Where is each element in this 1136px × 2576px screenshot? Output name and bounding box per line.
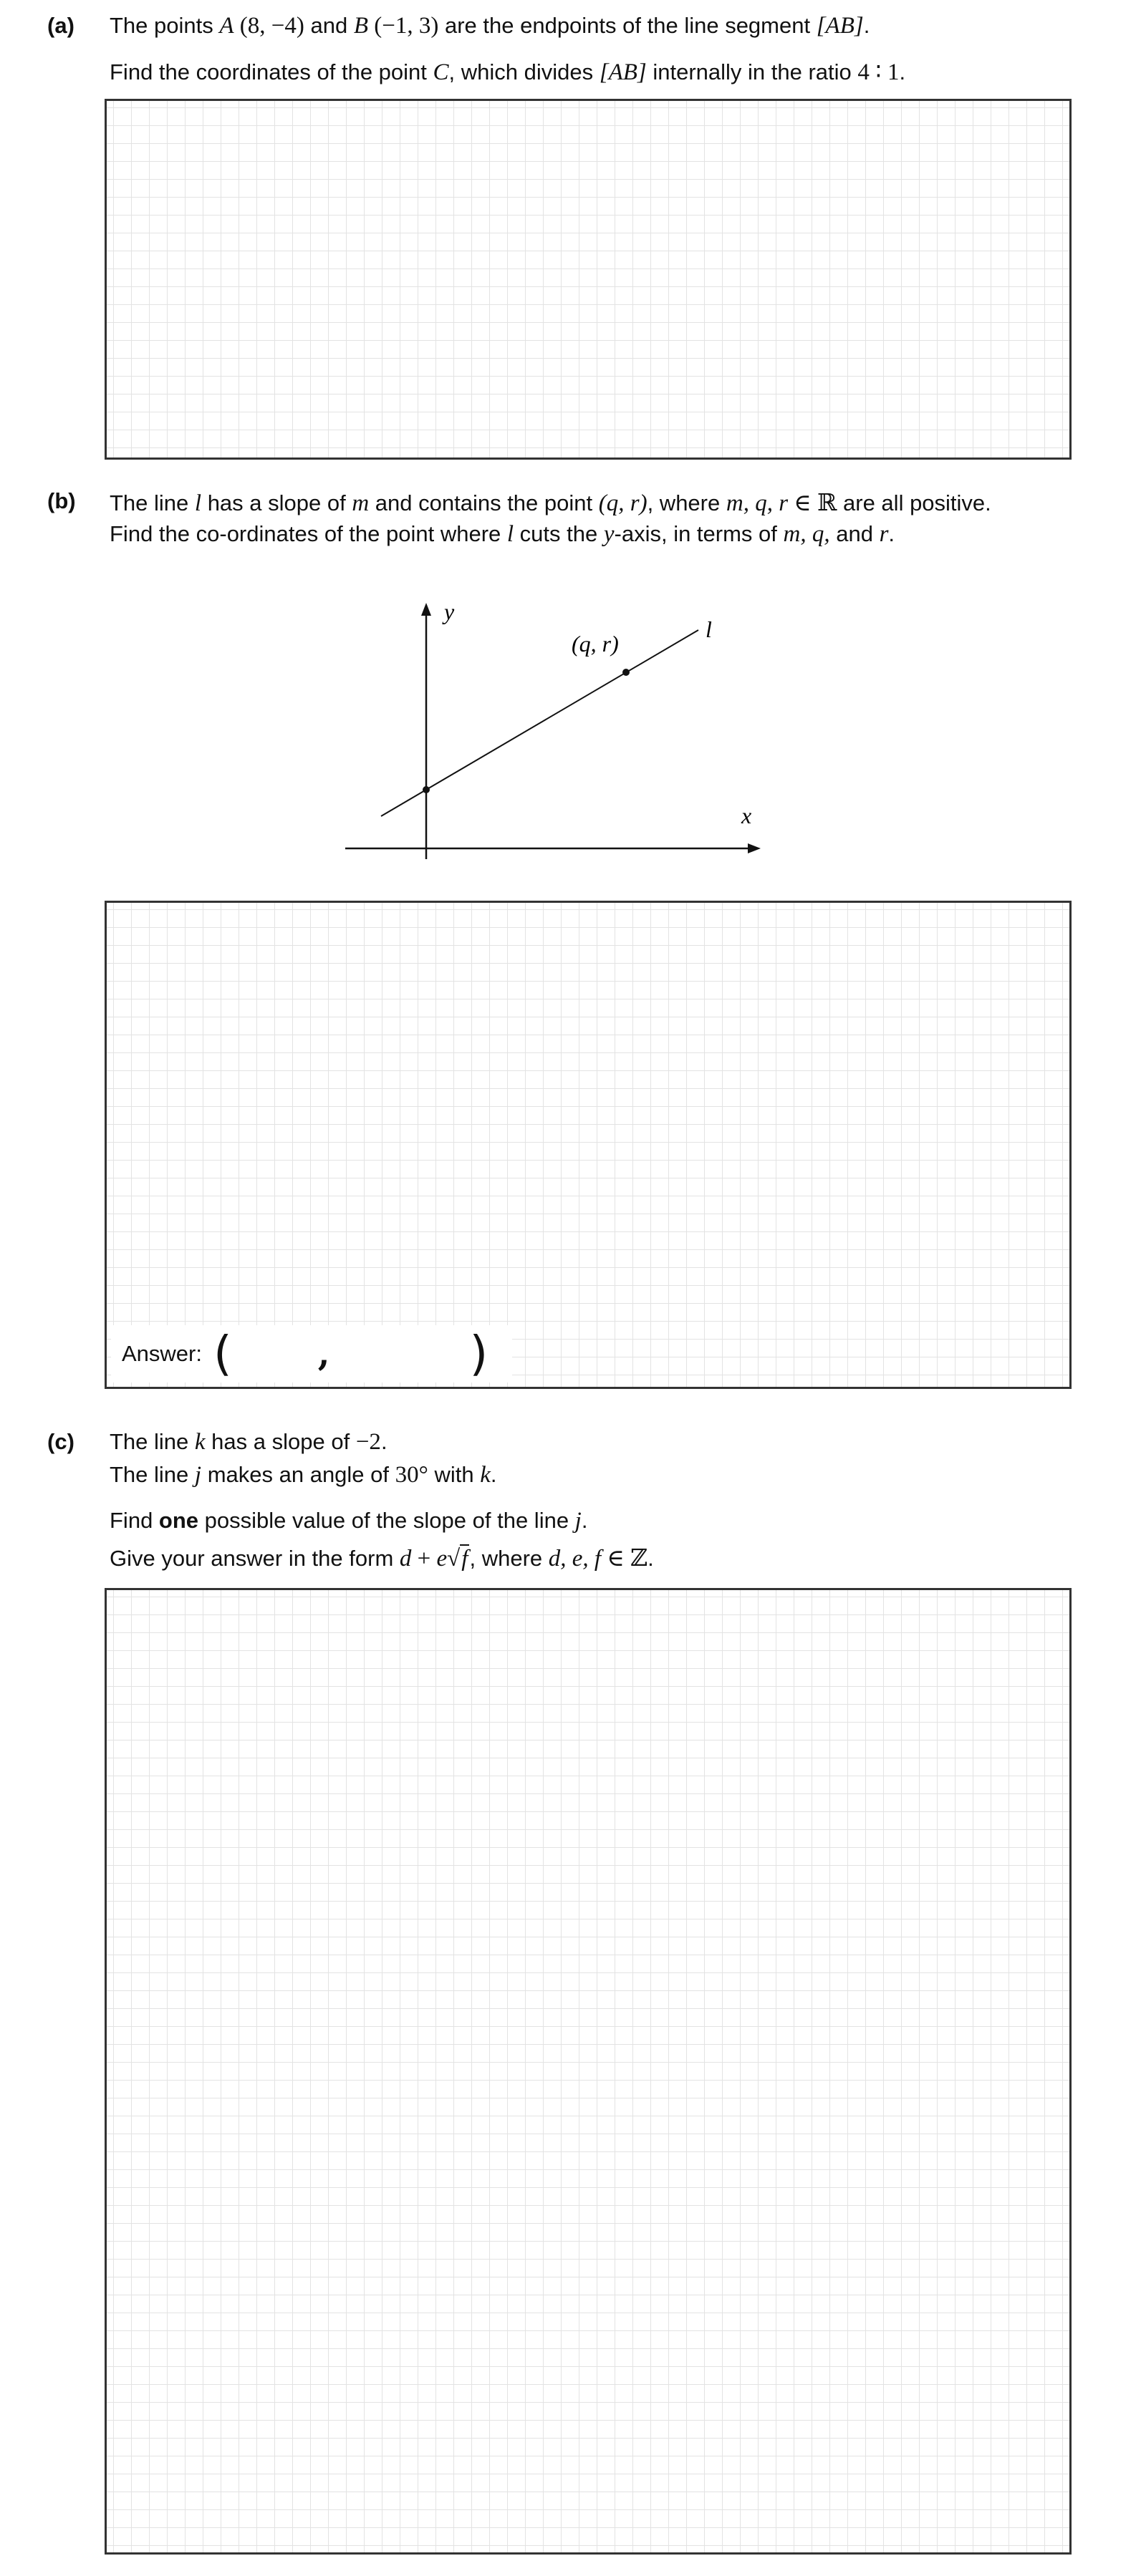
- sqrt-symbol: √: [447, 1546, 461, 1572]
- answer-y-blank[interactable]: [329, 1332, 469, 1375]
- line-diagram: [329, 587, 774, 873]
- part-c-label: (c): [47, 1429, 74, 1454]
- answer-row: [111, 1325, 512, 1383]
- part-b-answer-grid[interactable]: [105, 901, 1072, 1389]
- x-axis-arrow: [748, 843, 761, 853]
- x-axis-label: x: [741, 803, 752, 828]
- point-q-r: [622, 669, 630, 676]
- answer-x-blank[interactable]: [232, 1332, 318, 1375]
- part-c-answer-grid[interactable]: [105, 1588, 1072, 2555]
- answer-open-paren: (: [213, 1326, 232, 1381]
- y-intercept-point: [423, 786, 430, 793]
- part-c-question-line-1: The line k has a slope of −2.: [110, 1429, 388, 1455]
- answer-comma: ,: [317, 1334, 330, 1374]
- answer-close-paren: ): [469, 1326, 488, 1381]
- part-c-question-line-2: The line j makes an angle of 30° with k.: [110, 1462, 497, 1488]
- answer-label: Answer:: [122, 1341, 202, 1366]
- y-axis-label: y: [444, 599, 455, 624]
- y-axis-arrow: [421, 603, 431, 616]
- part-c-question-line-3: Find one possible value of the slope of the line j.: [110, 1508, 588, 1534]
- part-a-question-line-1: The points A (8, −4) and B (−1, 3) are the endpoints of the line segment [AB].: [110, 13, 870, 39]
- part-b-label: (b): [47, 488, 76, 513]
- part-c-question-line-4: Give your answer in the form d + e√f, where d, e, f ∈ ℤ.: [110, 1546, 654, 1572]
- part-a-answer-grid[interactable]: [105, 99, 1072, 460]
- line-l-label: l: [706, 616, 712, 642]
- point-q-r-label: (q, r): [572, 631, 619, 657]
- part-a-label: (a): [47, 13, 74, 38]
- part-a-question-line-2: Find the coordinates of the point C, which divides [AB] internally in the ratio 4 ∶ 1.: [110, 59, 906, 85]
- part-b-question-line-1: The line l has a slope of m and contains the point (q, r), where m, q, r ∈ ℝ are all positive.: [110, 490, 991, 516]
- part-b-question-line-2: Find the co-ordinates of the point where l cuts the y-axis, in terms of m, q, and r.: [110, 521, 895, 547]
